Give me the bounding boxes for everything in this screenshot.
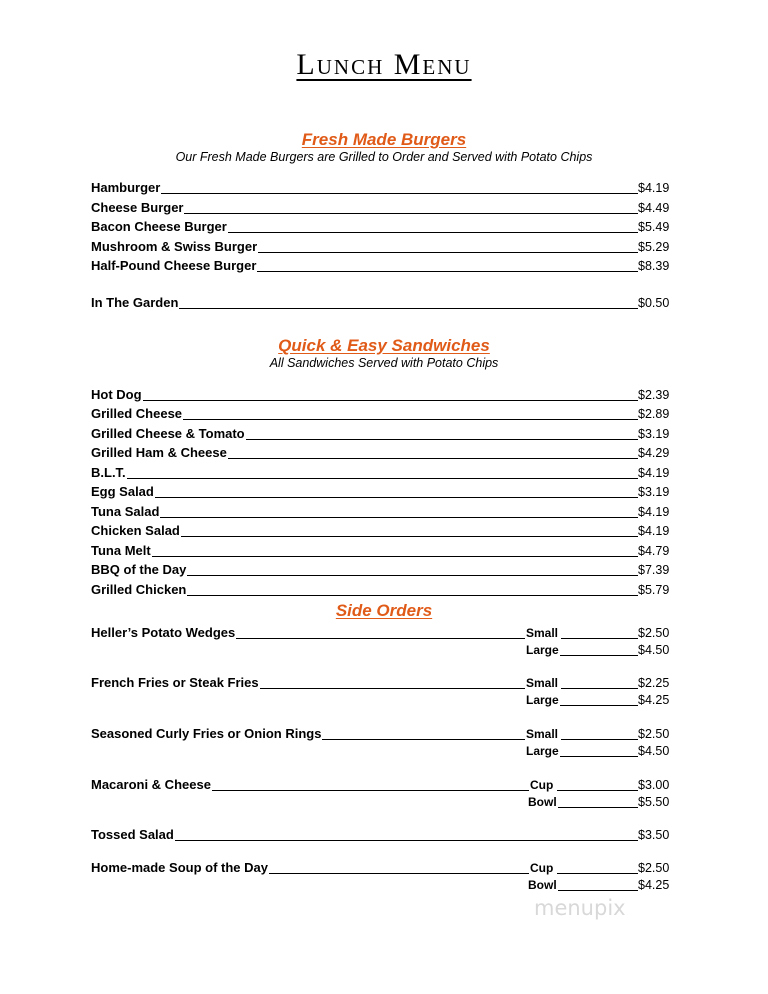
menu-item [91, 424, 671, 442]
item-name: Grilled Cheese & Tomato [91, 426, 245, 441]
size-label: Large [526, 744, 559, 758]
item-price: $4.19 [638, 466, 670, 480]
item-price: $3.50 [638, 828, 670, 842]
menu-item [91, 463, 671, 481]
menu-item [91, 237, 671, 255]
menu-item [91, 482, 671, 500]
menu-item [91, 502, 671, 520]
menu-item [91, 443, 671, 461]
item-price: $2.50 [638, 861, 670, 875]
size-label: Small [526, 626, 559, 640]
item-price: $4.25 [638, 878, 670, 892]
item-price: $4.19 [638, 505, 670, 519]
menu-item [91, 825, 671, 843]
item-name: BBQ of the Day [91, 562, 187, 577]
menu-item [91, 293, 671, 311]
side-item-option [91, 640, 671, 658]
item-price: $5.29 [638, 240, 670, 254]
item-price: $8.39 [638, 259, 670, 273]
item-name: Half-Pound Cheese Burger [91, 258, 257, 273]
side-item-option [91, 792, 671, 810]
size-label: Bowl [528, 795, 557, 809]
item-name: Tossed Salad [91, 827, 174, 842]
item-name: Hamburger [91, 180, 161, 195]
item-price: $5.79 [638, 583, 670, 597]
item-name: Bacon Cheese Burger [91, 219, 227, 234]
size-label: Small [526, 727, 559, 741]
size-label: Bowl [528, 878, 557, 892]
item-price: $2.25 [638, 676, 670, 690]
item-name: Mushroom & Swiss Burger [91, 239, 258, 254]
item-name: In The Garden [91, 295, 179, 310]
item-price: $4.25 [638, 693, 670, 707]
item-price: $3.19 [638, 485, 670, 499]
item-name: Chicken Salad [91, 523, 180, 538]
item-price: $3.00 [638, 778, 670, 792]
item-price: $4.79 [638, 544, 670, 558]
item-name: Cheese Burger [91, 200, 184, 215]
item-price: $0.50 [638, 296, 670, 310]
item-price: $2.39 [638, 388, 670, 402]
sandwiches-subtitle: All Sandwiches Served with Potato Chips [269, 356, 499, 370]
size-label: Large [526, 643, 559, 657]
item-name: Home-made Soup of the Day [91, 860, 268, 875]
burgers-subtitle: Our Fresh Made Burgers are Grilled to Order and Served with Potato Chips [175, 150, 593, 164]
item-name: Hot Dog [91, 387, 142, 402]
size-label: Cup [530, 778, 554, 792]
burgers-heading: Fresh Made Burgers [301, 130, 467, 149]
menu-item [91, 178, 671, 196]
item-name: B.L.T. [91, 465, 126, 480]
side-item-option [91, 690, 671, 708]
item-price: $3.19 [638, 427, 670, 441]
item-name: Macaroni & Cheese [91, 777, 211, 792]
size-label: Cup [530, 861, 554, 875]
menu-item [91, 198, 671, 216]
sides-heading: Side Orders [335, 601, 433, 620]
item-name: Seasoned Curly Fries or Onion Rings [91, 726, 322, 741]
item-price: $5.49 [638, 220, 670, 234]
menu-item [91, 521, 671, 539]
page-title: Lunch Menu [296, 48, 472, 81]
side-item-option [91, 741, 671, 759]
side-item [91, 673, 671, 691]
sandwiches-heading: Quick & Easy Sandwiches [278, 336, 490, 355]
watermark-logo: menupix [534, 896, 626, 920]
size-label: Small [526, 676, 559, 690]
item-price: $4.50 [638, 744, 670, 758]
item-price: $2.50 [638, 626, 670, 640]
menu-item [91, 404, 671, 422]
item-price: $2.89 [638, 407, 670, 421]
item-name: Tuna Salad [91, 504, 160, 519]
menu-item [91, 580, 671, 598]
item-name: Tuna Melt [91, 543, 151, 558]
item-name: Egg Salad [91, 484, 154, 499]
side-item [91, 623, 671, 641]
side-item [91, 858, 671, 876]
side-item [91, 775, 671, 793]
size-label: Large [526, 693, 559, 707]
item-name: Grilled Ham & Cheese [91, 445, 227, 460]
item-price: $4.19 [638, 524, 670, 538]
item-name: Heller’s Potato Wedges [91, 625, 236, 640]
item-name: French Fries or Steak Fries [91, 675, 259, 690]
menu-item [91, 256, 671, 274]
item-price: $5.50 [638, 795, 670, 809]
menu-item [91, 385, 671, 403]
item-name: Grilled Cheese [91, 406, 183, 421]
menu-item [91, 541, 671, 559]
item-price: $4.50 [638, 643, 670, 657]
side-item-option [91, 875, 671, 893]
side-item [91, 724, 671, 742]
item-name: Grilled Chicken [91, 582, 187, 597]
item-price: $4.19 [638, 181, 670, 195]
menu-item [91, 560, 671, 578]
menu-item [91, 217, 671, 235]
item-price: $7.39 [638, 563, 670, 577]
item-price: $4.49 [638, 201, 670, 215]
item-price: $4.29 [638, 446, 670, 460]
item-price: $2.50 [638, 727, 670, 741]
